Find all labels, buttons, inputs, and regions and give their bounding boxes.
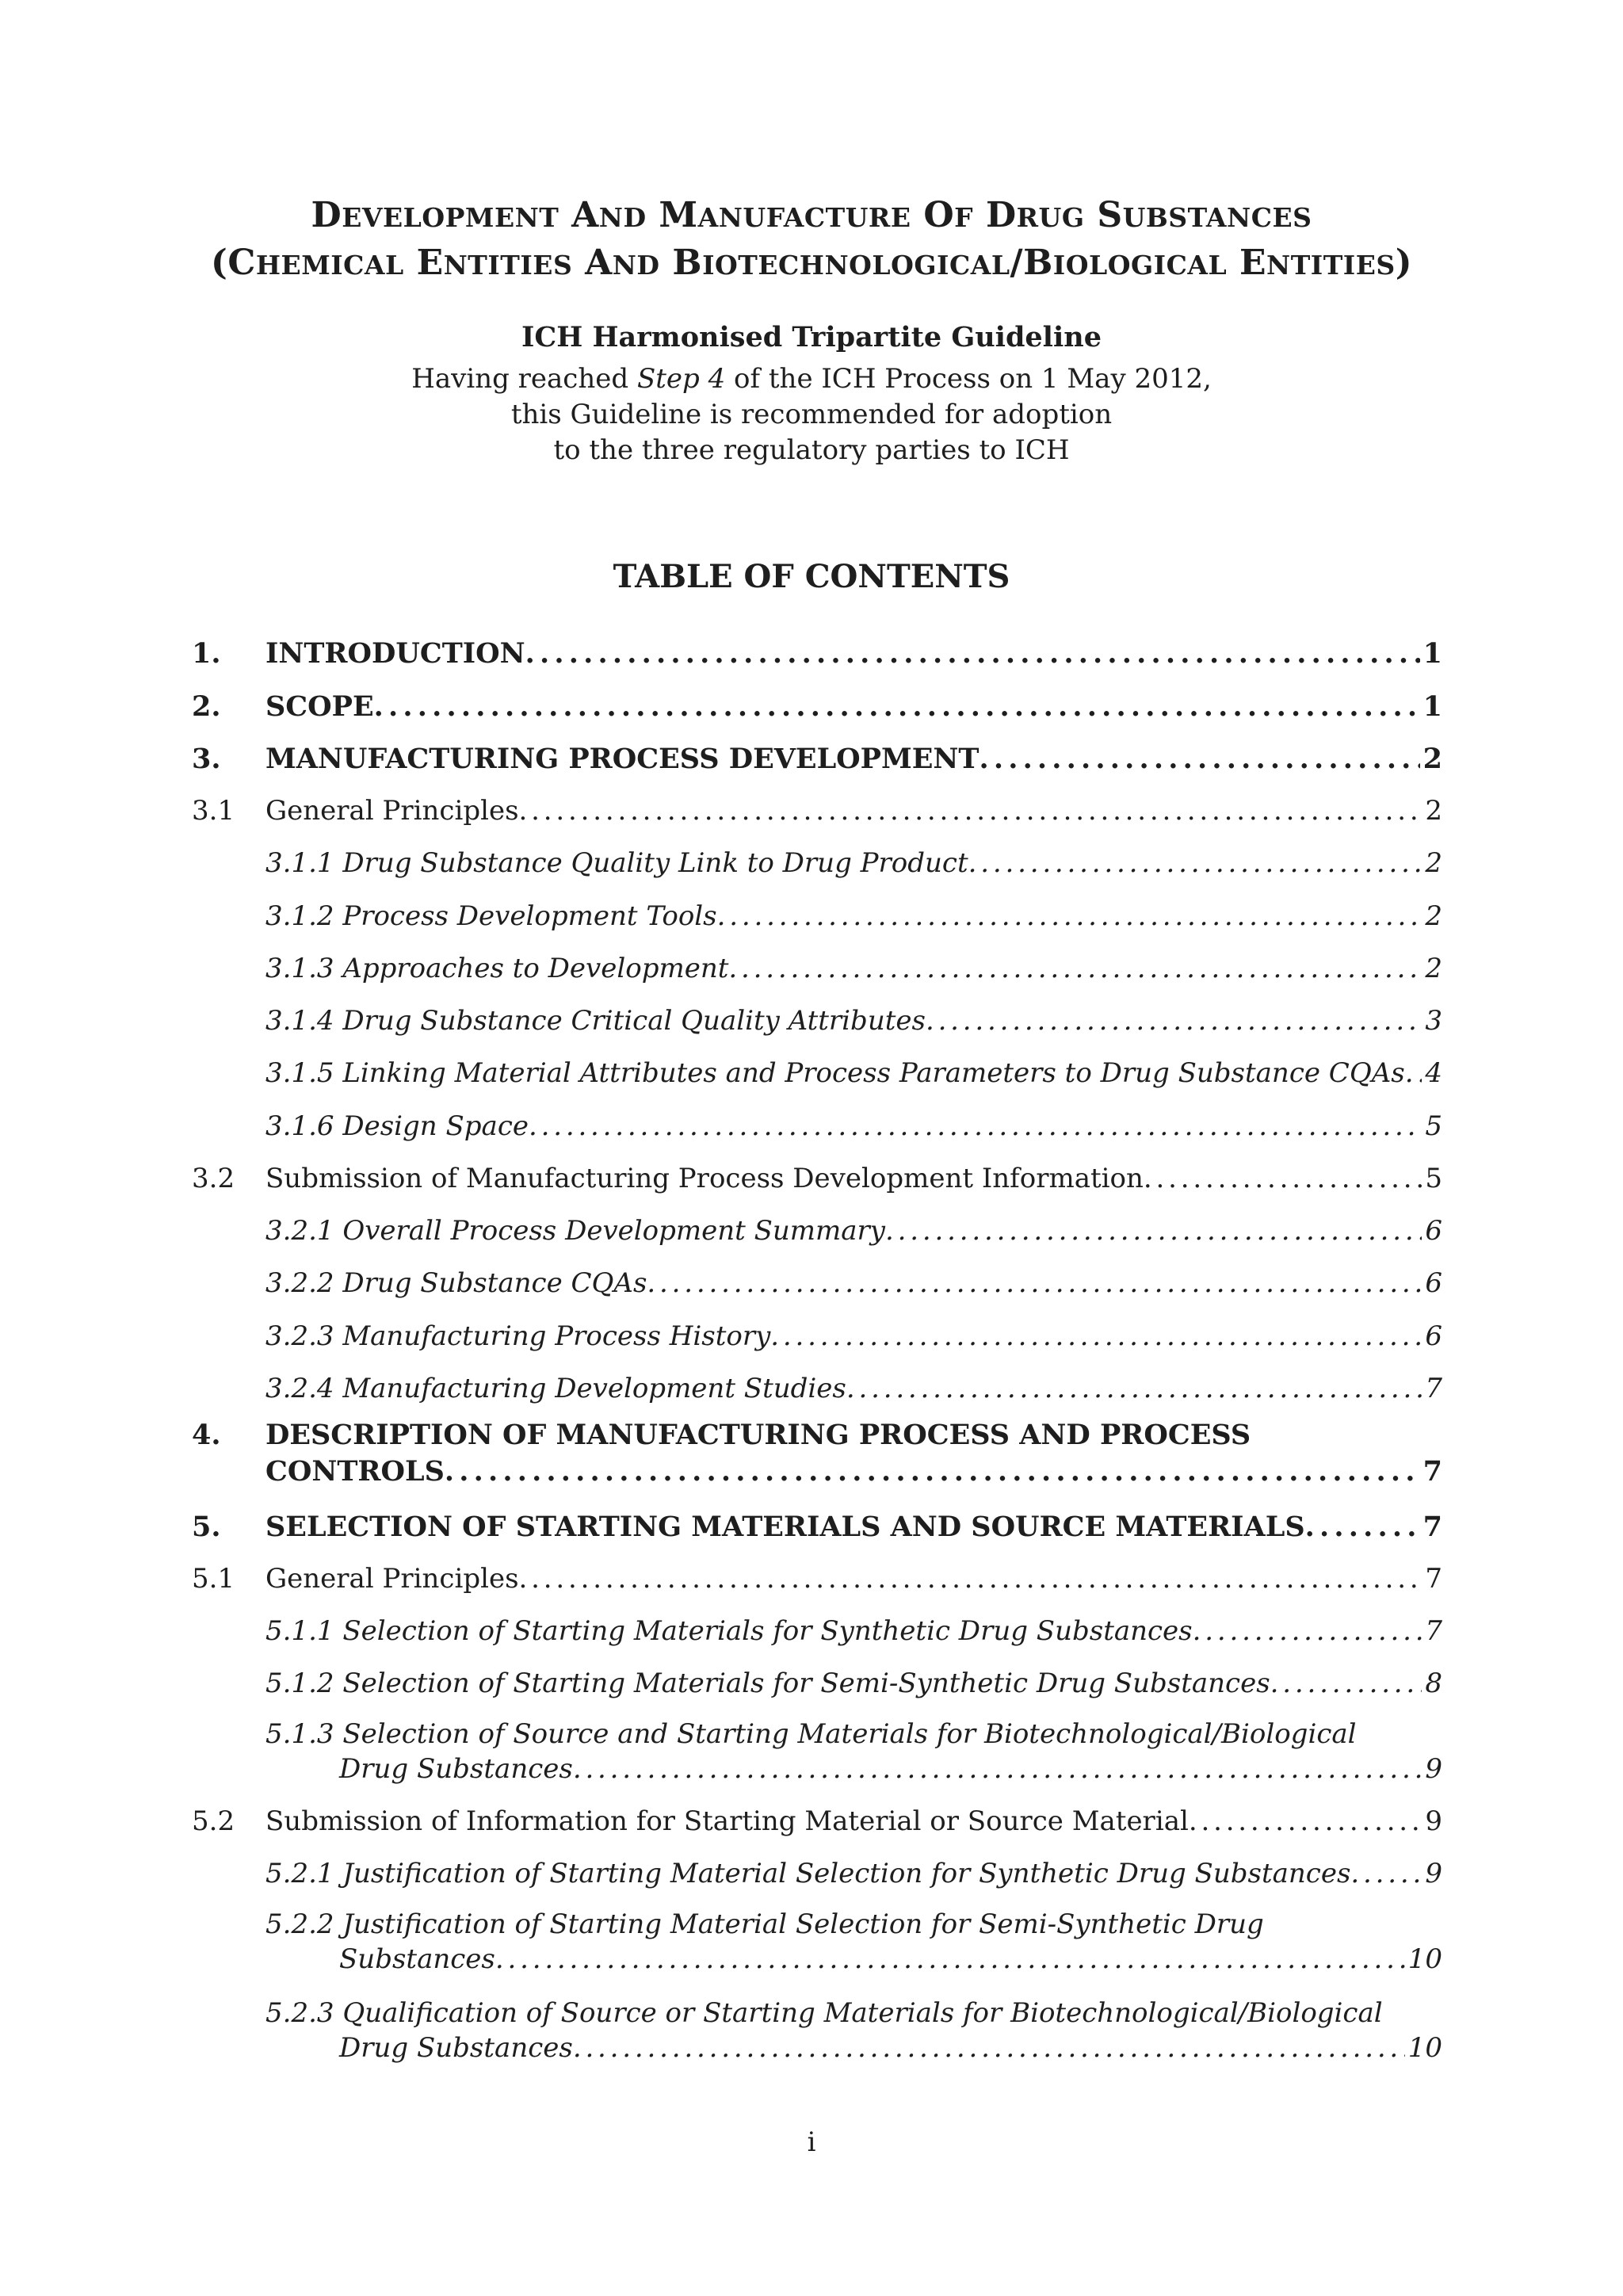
dot-leader: [1305, 1511, 1420, 1543]
toc-entry-page: 6: [1425, 1267, 1442, 1299]
dot-leader: [445, 1455, 1420, 1488]
toc-entry-page: 7: [1423, 1511, 1442, 1543]
toc-entry-page: 10: [1407, 1943, 1442, 1975]
dot-leader: [573, 2032, 1405, 2064]
toc-entry-title: 5.1.2 Selection of Starting Materials for Semi-Synthetic Drug Substances: [265, 1668, 1270, 1699]
toc-entry-title: MANUFACTURING PROCESS DEVELOPMENT: [265, 743, 980, 775]
toc-entry-page: 2: [1423, 743, 1442, 775]
toc-entry-title: 5.2.1 Justification of Starting Material Selection for Synthetic Drug Substances: [265, 1858, 1351, 1889]
toc-entry-title-continuation: CONTROLS: [265, 1455, 445, 1488]
toc-entry-page: 2: [1425, 795, 1442, 827]
toc-entry-title: 5.2.3 Qualification of Source or Starting Materials for Biotechnological/Biological: [265, 1997, 1383, 2029]
toc-entry-page: 7: [1425, 1615, 1442, 1647]
dot-leader: [495, 1943, 1405, 1975]
page-number: i: [807, 2126, 816, 2158]
toc-entry-title: 3.1.4 Drug Substance Critical Quality Attributes: [265, 1005, 926, 1037]
toc-entry-title: 3.1.2 Process Development Tools: [265, 900, 717, 932]
toc-entry-title: 5.1.3 Selection of Source and Starting Materials for Biotechnological/Biological: [265, 1718, 1357, 1750]
dot-leader: [770, 1320, 1422, 1352]
toc-entry-number: 2.: [192, 690, 221, 723]
toc-entry-page: 6: [1425, 1215, 1442, 1247]
toc-entry-page: 8: [1425, 1668, 1442, 1699]
toc-entry-title: 3.1.1 Drug Substance Quality Link to Drug Product: [265, 847, 968, 879]
toc-entry-title: INTRODUCTION: [265, 637, 525, 670]
adoption-statement: this Guideline is recommended for adoption: [510, 399, 1113, 430]
toc-entry-page: 1: [1423, 637, 1442, 670]
toc-entry-page: 10: [1407, 2032, 1442, 2064]
toc-entry-page: 2: [1425, 900, 1442, 932]
dot-leader: [968, 847, 1423, 879]
toc-heading: TABLE OF CONTENTS: [613, 558, 1010, 595]
toc-entry-page: 2: [1425, 847, 1442, 879]
dot-leader: [979, 743, 1419, 775]
dot-leader: [519, 1563, 1423, 1595]
toc-entry-title: 3.1.5 Linking Material Attributes and Process Parameters to Drug Substance CQAs: [265, 1057, 1405, 1089]
toc-entry-title: DESCRIPTION OF MANUFACTURING PROCESS AND PROCESS: [265, 1419, 1251, 1451]
dot-leader: [573, 1753, 1423, 1785]
toc-entry-number: 1.: [192, 637, 221, 670]
toc-entry-title: 3.1.3 Approaches to Development: [265, 953, 729, 984]
dot-leader: [529, 1110, 1422, 1142]
toc-entry-page: 7: [1425, 1373, 1442, 1404]
toc-entry-number: 3.2: [192, 1163, 235, 1194]
toc-entry-title-continuation: Drug Substances: [339, 2032, 573, 2064]
dot-leader: [846, 1373, 1423, 1404]
toc-entry-number: 3.: [192, 743, 221, 775]
dot-leader: [1350, 1858, 1422, 1889]
toc-entry-page: 6: [1425, 1320, 1442, 1352]
parties-statement: to the three regulatory parties to ICH: [553, 434, 1070, 466]
toc-entry-page: 9: [1425, 1753, 1442, 1785]
guideline-subtitle: ICH Harmonised Tripartite Guideline: [521, 321, 1102, 353]
dot-leader: [717, 900, 1423, 932]
toc-entry-number: 5.2: [192, 1805, 235, 1837]
dot-leader: [728, 953, 1422, 984]
toc-entry-title: Submission of Manufacturing Process Development Information: [265, 1163, 1144, 1194]
dot-leader: [1189, 1805, 1423, 1837]
dot-leader: [519, 795, 1423, 827]
dot-leader: [374, 690, 1420, 723]
toc-entry-page: 5: [1425, 1163, 1442, 1194]
toc-entry-title: 3.2.4 Manufacturing Development Studies: [265, 1373, 846, 1404]
dot-leader: [1193, 1615, 1423, 1647]
toc-entry-title: General Principles: [265, 1563, 519, 1595]
toc-entry-page: 9: [1425, 1805, 1442, 1837]
dot-leader: [1144, 1163, 1422, 1194]
toc-entry-page: 5: [1425, 1110, 1442, 1142]
toc-entry-page: 3: [1425, 1005, 1442, 1037]
dot-leader: [926, 1005, 1422, 1037]
dot-leader: [1270, 1668, 1423, 1699]
toc-entry-page: 1: [1423, 690, 1442, 723]
toc-entry-number: 5.: [192, 1511, 221, 1543]
toc-entry-title: 3.2.1 Overall Process Development Summary: [265, 1215, 886, 1247]
step-statement: Having reached Step 4 of the ICH Process on 1 May 2012,: [411, 363, 1212, 395]
toc-entry-title: 5.2.2 Justification of Starting Material Selection for Semi-Synthetic Drug: [265, 1908, 1264, 1940]
toc-entry-title: General Principles: [265, 795, 519, 827]
dot-leader: [1405, 1057, 1423, 1089]
toc-entry-number: 3.1: [192, 795, 235, 827]
document-title-line-1: DEVELOPMENT AND MANUFACTURE OF DRUG SUBSTANCES: [311, 195, 1312, 235]
toc-entry-title: SCOPE: [265, 690, 374, 723]
toc-entry-number: 4.: [192, 1419, 221, 1451]
toc-entry-number: 5.1: [192, 1563, 235, 1595]
dot-leader: [525, 637, 1420, 670]
document-title-line-2: (CHEMICAL ENTITIES AND BIOTECHNOLOGICAL/BIOLOGICAL ENTITIES): [210, 243, 1413, 283]
dot-leader: [647, 1267, 1422, 1299]
toc-entry-title: 3.2.3 Manufacturing Process History: [265, 1320, 771, 1352]
toc-entry-title: 3.2.2 Drug Substance CQAs: [265, 1267, 647, 1299]
toc-entry-page: 7: [1423, 1455, 1442, 1488]
toc-entry-title: SELECTION OF STARTING MATERIALS AND SOURCE MATERIALS: [265, 1511, 1305, 1543]
toc-entry-page: 2: [1425, 953, 1442, 984]
toc-entry-page: 4: [1425, 1057, 1442, 1089]
toc-entry-page: 9: [1425, 1858, 1442, 1889]
toc-entry-title: Submission of Information for Starting Material or Source Material: [265, 1805, 1189, 1837]
toc-entry-title-continuation: Substances: [339, 1943, 495, 1975]
toc-entry-title-continuation: Drug Substances: [339, 1753, 573, 1785]
dot-leader: [885, 1215, 1422, 1247]
toc-entry-title: 3.1.6 Design Space: [265, 1110, 529, 1142]
toc-entry-title: 5.1.1 Selection of Starting Materials for Synthetic Drug Substances: [265, 1615, 1193, 1647]
toc-entry-page: 7: [1425, 1563, 1442, 1595]
